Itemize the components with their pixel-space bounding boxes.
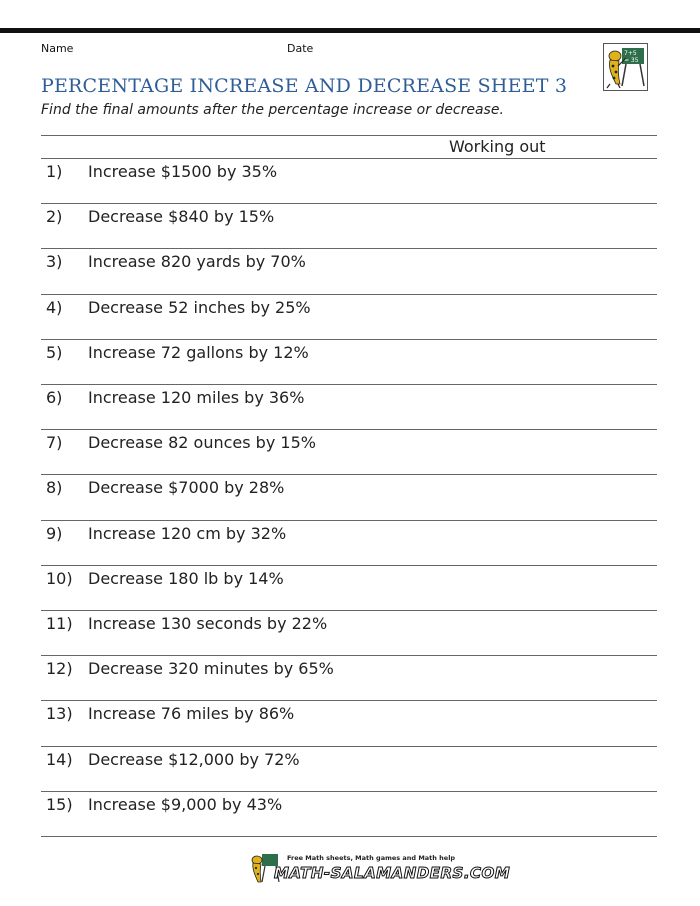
question-text: Decrease 52 inches by 25%	[88, 297, 311, 317]
footer-tagline: Free Math sheets, Math games and Math help	[287, 854, 456, 862]
question-text: Increase 130 seconds by 22%	[88, 614, 328, 633]
footer-brand: MATH-SALAMANDERS.COM	[274, 864, 511, 882]
question-text: Increase 120 miles by 36%	[88, 388, 305, 407]
question-text: Increase 820 yards by 70%	[88, 252, 306, 272]
question-row	[41, 203, 657, 248]
question-row	[41, 429, 657, 474]
working-out-header: Working out	[449, 137, 546, 156]
question-number: 12)	[46, 659, 73, 679]
question-text: Decrease $840 by 15%	[88, 207, 275, 227]
question-row	[41, 700, 657, 745]
question-number: 7)	[46, 433, 63, 453]
question-row	[41, 474, 657, 519]
question-number: 14)	[46, 749, 73, 769]
question-text: Decrease $12,000 by 72%	[88, 749, 300, 769]
question-text: Increase $1500 by 35%	[88, 162, 278, 181]
question-text: Increase 76 miles by 86%	[88, 704, 295, 724]
question-row	[41, 339, 657, 384]
question-text: Increase 120 cm by 32%	[88, 523, 287, 543]
instructions: Find the final amounts after the percentage increase or decrease.	[41, 102, 504, 118]
question-row	[41, 248, 657, 293]
top-rule	[0, 28, 700, 33]
question-number: 8)	[46, 478, 63, 498]
question-row	[41, 158, 657, 203]
name-label: Name	[41, 42, 74, 55]
question-number: 15)	[46, 794, 73, 814]
question-row	[41, 565, 657, 610]
question-row	[41, 294, 657, 339]
question-text: Decrease $7000 by 28%	[88, 478, 285, 498]
question-number: 2)	[46, 207, 63, 227]
question-row	[41, 610, 657, 655]
answer-line	[41, 836, 657, 837]
question-number: 5)	[46, 342, 63, 362]
question-number: 1)	[46, 162, 63, 181]
logo-board-text-1: 7+5	[624, 50, 637, 57]
question-number: 3)	[46, 252, 63, 272]
question-row	[41, 655, 657, 700]
question-text: Decrease 320 minutes by 65%	[88, 659, 334, 679]
page-title: PERCENTAGE INCREASE AND DECREASE SHEET 3	[41, 75, 568, 97]
question-number: 13)	[46, 704, 73, 724]
question-number: 9)	[46, 523, 63, 543]
question-row	[41, 384, 657, 429]
question-number: 4)	[46, 297, 63, 317]
question-number: 6)	[46, 388, 63, 407]
question-text: Increase $9,000 by 43%	[88, 794, 283, 814]
question-row	[41, 791, 657, 836]
question-text: Decrease 82 ounces by 15%	[88, 433, 316, 453]
question-row	[41, 520, 657, 565]
date-label: Date	[287, 42, 314, 55]
logo-board-text-2: = 35	[624, 57, 639, 64]
question-row	[41, 746, 657, 791]
question-text: Increase 72 gallons by 12%	[88, 342, 309, 362]
divider	[41, 135, 657, 136]
salamander-blackboard-icon	[603, 43, 648, 91]
question-number: 10)	[46, 568, 73, 588]
question-number: 11)	[46, 614, 73, 633]
footer	[250, 852, 511, 886]
question-text: Decrease 180 lb by 14%	[88, 568, 284, 588]
